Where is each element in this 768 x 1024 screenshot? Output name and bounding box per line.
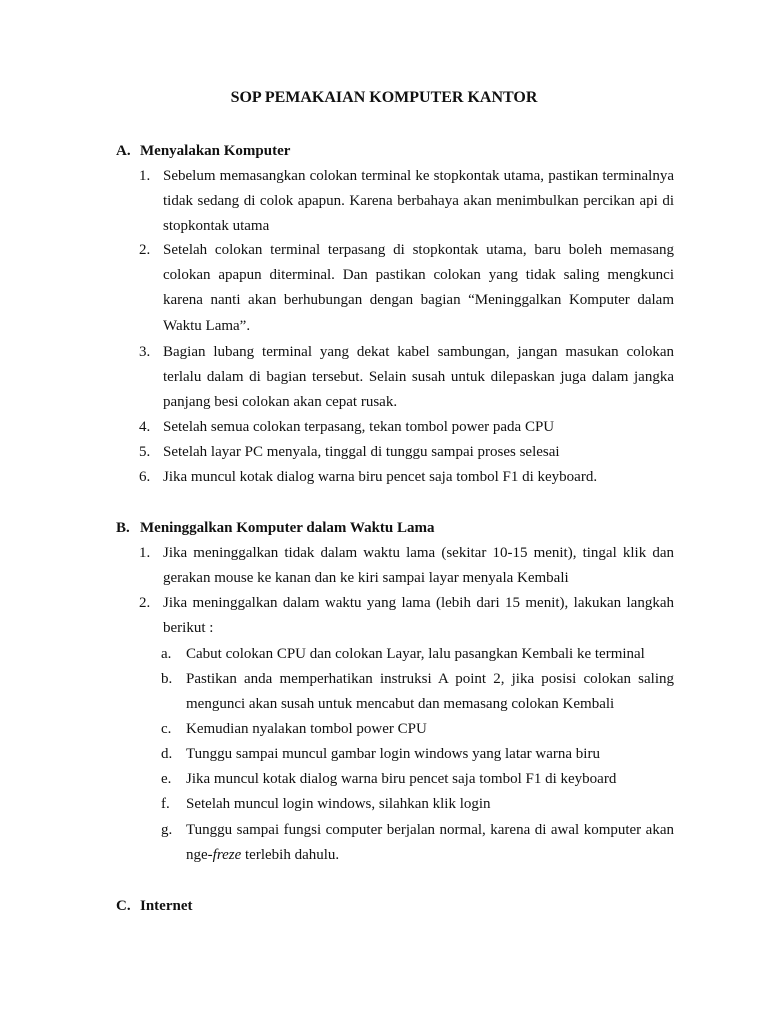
list-item [139,340,674,416]
item-letter: e. [161,771,172,787]
section-b-heading [116,518,435,538]
item-text: Jika muncul kotak dialog warna biru pencet saja tombol F1 di keyboard [186,771,617,787]
document-title: SOP PEMAKAIAN KOMPUTER KANTOR [230,89,538,106]
item-text: Sebelum memasangkan colokan terminal ke stopkontak utama, pastikan terminalnya tidak sedang di colok apapun. Karena berbahaya akan menimbulkan percikan api di stopkontak utama [163,168,674,235]
section-letter: A. [116,143,131,159]
item-letter: f. [161,796,170,812]
item-number: 1. [139,545,151,561]
list-item [139,415,674,440]
sub-list-item [161,717,674,742]
section-letter: B. [116,520,130,536]
list-item [139,238,674,339]
sub-list-item [161,742,674,767]
item-text: Setelah layar PC menyala, tinggal di tunggu sampai proses selesai [163,444,560,460]
sub-list-item [161,642,674,667]
item-letter: c. [161,721,172,737]
item-text: Jika meninggalkan tidak dalam waktu lama (sekitar 10-15 menit), tingal klik dan gerakan mouse ke kanan dan ke kiri sampai layar menyala Kembali [163,545,674,587]
item-number: 6. [139,469,151,485]
item-text: Jika meninggalkan dalam waktu yang lama (lebih dari 15 menit), lakukan langkah berikut : [163,595,674,637]
list-item [139,440,674,465]
list-item [139,164,674,240]
section-title: Internet [140,898,193,914]
section-a-heading [116,141,290,161]
sub-list-item [161,818,674,868]
list-item [139,541,674,591]
item-text: Setelah semua colokan terpasang, tekan tombol power pada CPU [163,419,555,435]
item-number: 5. [139,444,151,460]
item-letter: g. [161,822,173,838]
section-letter: C. [116,898,131,914]
sub-list-item [161,767,674,792]
sub-list-item [161,792,674,817]
item-letter: a. [161,646,172,662]
item-number: 1. [139,168,151,184]
item-text-start: Tunggu sampai fungsi computer berjalan normal, karena di awal komputer akan nge- [186,822,674,864]
section-c-heading [116,896,193,916]
item-text: Setelah colokan terminal terpasang di stopkontak utama, baru boleh memasang colokan apapun diterminal. Dan pastikan colokan yang tidak saling mengkunci karena nanti akan berhubungan dengan bagian “Meninggalkan Komputer dalam Waktu Lama”. [163,242,674,334]
item-text: Setelah muncul login windows, silahkan klik login [186,796,491,812]
item-number: 2. [139,595,151,611]
list-item [139,591,674,641]
item-text: Cabut colokan CPU dan colokan Layar, lalu pasangkan Kembali ke terminal [186,646,645,662]
item-text-italic: freze [212,847,242,864]
item-text: Bagian lubang terminal yang dekat kabel sambungan, jangan masukan colokan terlalu dalam di bagian tersebut. Selain susah untuk dilepaskan juga dalam jangka panjang besi colokan akan cepat rusak. [163,344,674,411]
section-title: Menyalakan Komputer [140,143,291,159]
list-item [139,465,674,490]
item-text-end: terlebih dahulu. [241,847,340,864]
item-number: 3. [139,344,151,360]
item-number: 2. [139,242,151,258]
item-text: Jika muncul kotak dialog warna biru pencet saja tombol F1 di keyboard. [163,469,598,485]
item-text: Kemudian nyalakan tombol power CPU [186,721,427,737]
sub-list-item [161,667,674,717]
item-number: 4. [139,419,151,435]
item-text: Tunggu sampai muncul gambar login windows yang latar warna biru [186,746,600,762]
item-letter: d. [161,746,173,762]
item-text: Pastikan anda memperhatikan instruksi A point 2, jika posisi colokan saling mengunci akan susah untuk mencabut dan memasang colokan Kembali [186,671,674,713]
item-letter: b. [161,671,173,687]
section-title: Meninggalkan Komputer dalam Waktu Lama [140,520,435,536]
